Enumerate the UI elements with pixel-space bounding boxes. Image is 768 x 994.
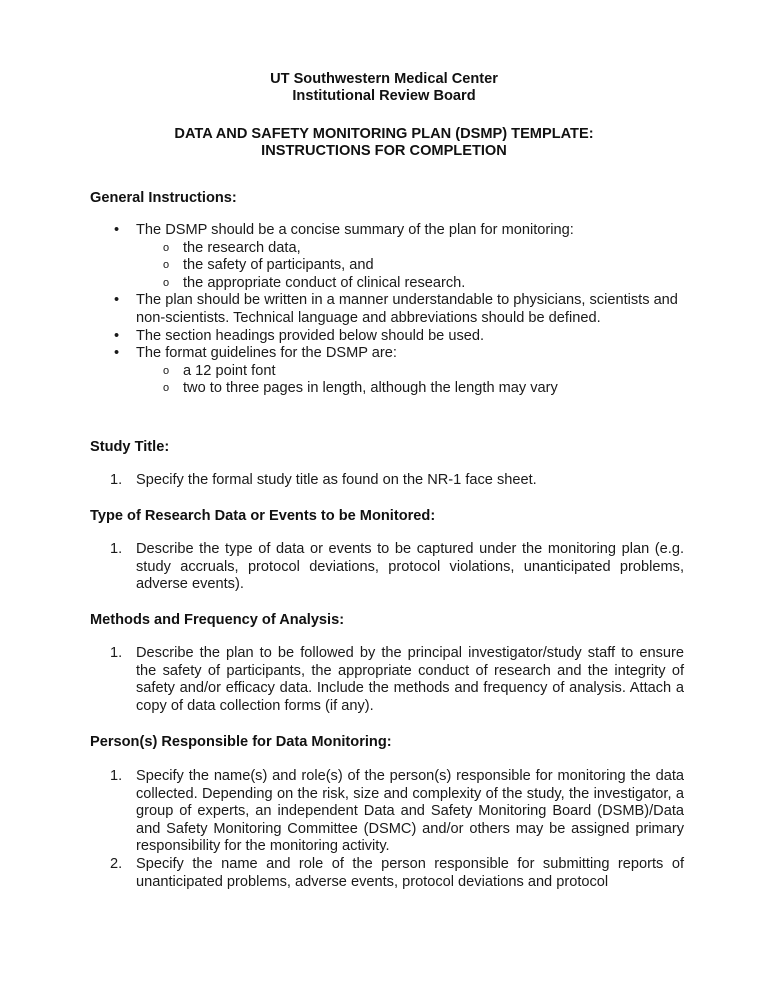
sub-list-item	[136, 240, 684, 258]
heading-study-title: Study Title:	[90, 439, 170, 455]
list-number: 1.	[110, 541, 123, 557]
list-item-text: Describe the plan to be followed by the principal investigator/study staff to ensure the safety of participants, the appropriate conduct of research and the integrity of safety and/or efficacy data. Include the methods and frequency of analysis. Attach a copy of data collection forms (if any).	[136, 645, 684, 714]
sub-list-item	[136, 363, 684, 381]
document-title-line1: DATA AND SAFETY MONITORING PLAN (DSMP) TEMPLATE:	[174, 126, 594, 142]
list-item-text: Specify the formal study title as found on the NR-1 face sheet.	[136, 472, 537, 488]
document-title-line2: INSTRUCTIONS FOR COMPLETION	[261, 143, 507, 159]
list-item-text: The format guidelines for the DSMP are:	[136, 345, 397, 362]
list-item-text: Specify the name(s) and role(s) of the person(s) responsible for monitoring the data collected. Depending on the risk, size and complexity of the study, the investigator, a group of experts, an independent Data and Safety Monitoring Board (DSMB)/Data and Safety Monitoring Committee (DSMC) and/or others may be assigned primary responsibility for the monitoring activity.	[136, 768, 684, 855]
sub-item-text: two to three pages in length, although the length may vary	[183, 380, 558, 397]
list-item	[90, 856, 684, 891]
list-item	[90, 541, 684, 594]
list-item	[90, 645, 684, 715]
list-number: 1.	[110, 768, 123, 784]
heading-data-events: Type of Research Data or Events to be Monitored:	[90, 508, 436, 524]
hollow-bullet-icon: o	[163, 382, 170, 395]
study-title-list	[90, 472, 684, 490]
bullet-icon: •	[114, 327, 120, 344]
list-number: 2.	[110, 855, 123, 872]
sub-item-text: a 12 point font	[183, 362, 276, 379]
hollow-bullet-icon: o	[163, 259, 170, 272]
list-item-text: Describe the type of data or events to be captured under the monitoring plan (e.g. study accruals, protocol deviations, protocol violations, unanticipated problems, adverse events).	[136, 541, 684, 593]
sub-item-text: the safety of participants, and	[183, 257, 374, 274]
bullet-icon: •	[114, 292, 120, 309]
sub-list	[136, 363, 684, 398]
list-item	[90, 222, 684, 292]
general-instructions-list	[90, 222, 684, 398]
list-item	[90, 345, 684, 398]
heading-general-instructions: General Instructions:	[90, 190, 237, 206]
sub-list-item	[136, 257, 684, 275]
bullet-icon: •	[114, 222, 120, 238]
sub-item-text: the research data,	[183, 239, 301, 256]
institution-name: UT Southwestern Medical Center	[270, 71, 498, 87]
heading-persons-responsible: Person(s) Responsible for Data Monitoring:	[90, 734, 392, 750]
list-item-text: The plan should be written in a manner understandable to physicians, scientists and non-scientists. Technical language and abbreviations should be defined.	[136, 292, 678, 326]
list-item-text: Specify the name and role of the person responsible for submitting reports of unanticipated problems, adverse events, protocol deviations and protocol	[136, 855, 684, 890]
list-number: 1.	[110, 645, 123, 661]
list-item	[90, 768, 684, 856]
persons-list	[90, 768, 684, 891]
list-item-text: The DSMP should be a concise summary of the plan for monitoring:	[136, 222, 574, 238]
hollow-bullet-icon: o	[163, 276, 170, 289]
data-events-list	[90, 541, 684, 594]
hollow-bullet-icon: o	[163, 241, 170, 254]
heading-methods: Methods and Frequency of Analysis:	[90, 612, 345, 628]
board-name: Institutional Review Board	[292, 88, 476, 104]
hollow-bullet-icon: o	[163, 364, 170, 377]
sub-item-text: the appropriate conduct of clinical research.	[183, 274, 466, 291]
methods-list	[90, 645, 684, 715]
list-item	[90, 292, 684, 327]
sub-list-item	[136, 275, 684, 293]
list-item	[90, 328, 684, 346]
sub-list-item	[136, 380, 684, 398]
list-item-text: The section headings provided below should be used.	[136, 327, 485, 344]
bullet-icon: •	[114, 345, 120, 362]
list-item	[90, 472, 684, 490]
sub-list	[136, 240, 684, 293]
list-number: 1.	[110, 472, 123, 488]
